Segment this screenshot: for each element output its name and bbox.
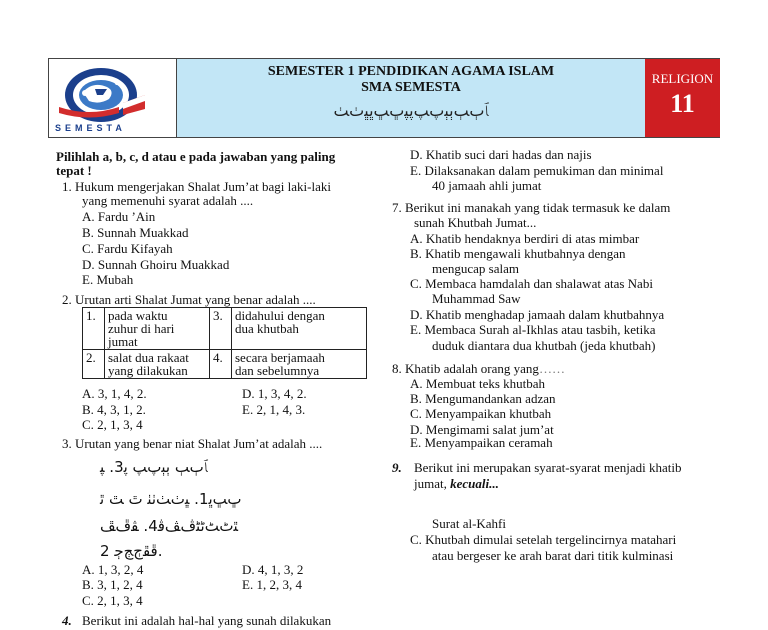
q3-arabic-1: ﭑﭒﭓ ﭔﭕﭖﭗ ﭘ3. ﭙ xyxy=(100,458,208,476)
q7-option-c: C. Membaca hamdalah dan shalawat atas Nabi xyxy=(410,276,653,291)
q2-option-d: D. 1, 3, 4, 2. xyxy=(242,386,307,401)
table-row xyxy=(83,308,367,350)
table-cell-phrase xyxy=(232,308,367,350)
q2-option-b: B. 4, 3, 1, 2. xyxy=(82,402,146,417)
q3-option-b: B. 3, 1, 2, 4 xyxy=(82,577,143,592)
document-header xyxy=(48,58,720,138)
title-panel xyxy=(177,59,645,137)
table-cell-phrase xyxy=(105,350,210,379)
q3-text: 3. Urutan yang benar niat Shalat Jum’at adalah .... xyxy=(62,436,323,451)
q7-option-e: E. Membaca Surah al-Ikhlas atau tasbih, ketika xyxy=(410,322,656,337)
q4-text: Berikut ini adalah hal-hal yang sunah dilakukan xyxy=(82,613,332,628)
q1-option-e: E. Mubah xyxy=(82,272,134,287)
q3-option-d: D. 4, 1, 3, 2 xyxy=(242,562,304,577)
q8-dots: …… xyxy=(538,361,565,376)
table-cell-number: 3. xyxy=(210,308,232,350)
table-row xyxy=(83,350,367,379)
q7-option-b: B. Khatib mengawali khutbahnya dengan xyxy=(410,246,626,261)
q1-option-b: B. Sunnah Muakkad xyxy=(82,225,189,240)
phrase-line: salat dua rakaat xyxy=(108,350,189,365)
phrase-line: jumat xyxy=(108,334,138,349)
school-name: SMA SEMESTA xyxy=(361,80,461,95)
q6-option-e-cont: 40 jamaah ahli jumat xyxy=(432,178,542,193)
q7-option-b-cont: mengucap salam xyxy=(432,261,519,276)
subject-label: RELIGION xyxy=(651,71,714,86)
phrase-line: dan sebelumnya xyxy=(235,363,320,378)
q4-number: 4. xyxy=(62,613,72,628)
q8-option-b: B. Mengumandankan adzan xyxy=(410,391,556,406)
q1-text: 1. Hukum mengerjakan Shalat Jum’at bagi laki-laki xyxy=(62,179,331,194)
table-cell-number: 2. xyxy=(83,350,105,379)
q8-option-e: E. Menyampaikan ceramah xyxy=(410,435,553,450)
phrase-line: zuhur di hari xyxy=(108,321,175,336)
phrase-line: dua khutbah xyxy=(235,321,299,336)
instruction-line-1: Pilihlah a, b, c, d atau e pada jawaban yang paling xyxy=(56,149,336,164)
q6-option-d: D. Khatib suci dari hadas dan najis xyxy=(410,147,592,162)
q3-arabic-3: ﭥﭦﭧﭨﭩﭪﭫﭬ4. ﭭﭮﭯ xyxy=(100,517,239,535)
q6-option-e: E. Dilaksanakan dalam pemukiman dan minimal xyxy=(410,163,664,178)
q9-option-fragment: Surat al-Kahfi xyxy=(432,516,507,531)
q9-option-c: C. Khutbah dimulai setelah tergelincirnya matahari xyxy=(410,532,677,547)
q8-text-main: 8. Khatib adalah orang yang xyxy=(392,361,539,376)
q8-option-d: D. Mengimami salat jum’at xyxy=(410,422,554,437)
phrase-line: yang dilakukan xyxy=(108,363,188,378)
q2-option-a: A. 3, 1, 4, 2. xyxy=(82,386,147,401)
instruction-line-2: tepat ! xyxy=(56,163,92,178)
exam-title: SEMESTER 1 PENDIDIKAN AGAMA ISLAM xyxy=(267,64,555,79)
q1-option-a: A. Fardu ’Ain xyxy=(82,209,156,224)
q7-option-a: A. Khatib hendaknya berdiri di atas mimbar xyxy=(410,231,640,246)
q2-option-e: E. 2, 1, 4, 3. xyxy=(242,402,306,417)
table-cell-phrase xyxy=(232,350,367,379)
q9-text-jumat: jumat, xyxy=(414,476,447,491)
phrase-line: pada waktu xyxy=(108,308,168,323)
grade-panel xyxy=(645,59,720,137)
q1-option-d: D. Sunnah Ghoiru Muakkad xyxy=(82,257,230,272)
q7-text-cont: sunah Khutbah Jumat... xyxy=(414,215,537,230)
q3-option-c: C. 2, 1, 3, 4 xyxy=(82,593,143,608)
q1-option-c: C. Fardu Kifayah xyxy=(82,241,173,256)
phrase-line: didahului dengan xyxy=(235,308,325,323)
q7-option-d: D. Khatib menghadap jamaah dalam khutbahnya xyxy=(410,307,665,322)
q9-text-cont xyxy=(414,477,499,491)
q9-number: 9. xyxy=(392,460,402,475)
q3-option-a: A. 1, 3, 2, 4 xyxy=(82,562,144,577)
logo-caption: SEMESTA xyxy=(55,123,126,133)
q2-phrase-table xyxy=(82,307,367,379)
q3-option-e: E. 1, 2, 3, 4 xyxy=(242,577,302,592)
grade-number: 11 xyxy=(670,89,695,118)
q9-text: Berikut ini merupakan syarat-syarat menjadi khatib xyxy=(414,460,682,475)
q8-option-a: A. Membuat teks khutbah xyxy=(410,376,546,391)
table-cell-number: 4. xyxy=(210,350,232,379)
globe-logo-icon xyxy=(49,59,175,123)
table-cell-number: 1. xyxy=(83,308,105,350)
school-logo xyxy=(49,59,177,137)
q8-option-c: C. Menyampaikan khutbah xyxy=(410,406,552,421)
q8-text xyxy=(392,362,565,376)
q2-text: 2. Urutan arti Shalat Jumat yang benar adalah .... xyxy=(62,292,316,307)
q3-arabic-2: ﭚﭛﭜ1. ﭝﭞﭟﭠﭡ ﭢ ﭣ ﭤ xyxy=(100,490,242,508)
q1-text-cont: yang memenuhi syarat adalah .... xyxy=(82,193,254,208)
q3-arabic-4: ﭰﭱﭲﭳﭴ 2. xyxy=(100,542,163,560)
phrase-line: secara berjamaah xyxy=(235,350,325,365)
q7-text: 7. Berikut ini manakah yang tidak termasuk ke dalam xyxy=(392,200,671,215)
table-cell-phrase xyxy=(105,308,210,350)
arabic-basmalah: ﭑﭒﭓﭔﭕﭖﭗﭘﭙﭚﭛﭜﭝﭞﭟ xyxy=(333,101,489,120)
q2-option-c: C. 2, 1, 3, 4 xyxy=(82,417,143,432)
q7-option-c-cont: Muhammad Saw xyxy=(432,291,521,306)
q9-option-c-cont: atau bergeser ke arah barat dari titik kulminasi xyxy=(432,548,674,563)
q9-kecuali: kecuali... xyxy=(450,476,499,491)
q7-option-e-cont: duduk diantara dua khutbah (jeda khutbah) xyxy=(432,338,656,353)
